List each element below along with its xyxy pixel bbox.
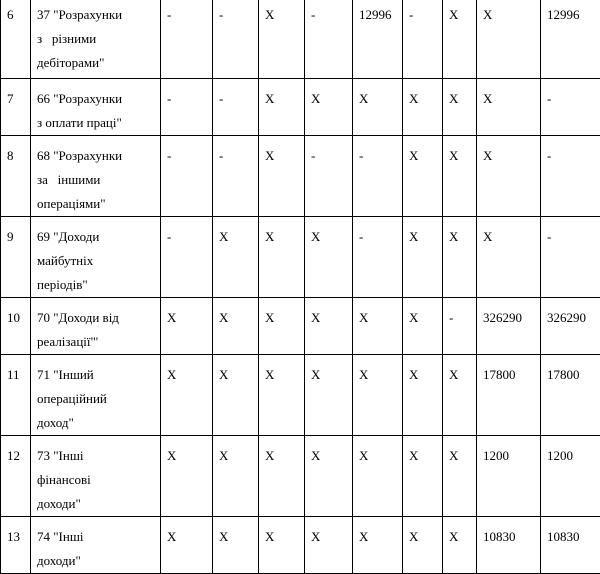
value-cell-3: X — [259, 217, 305, 298]
account-name-line: 69 "Доходи — [37, 225, 158, 249]
value-cell-5: - — [353, 136, 403, 217]
value-cell-3: X — [259, 517, 305, 574]
value-cell-7: X — [443, 517, 477, 574]
row-number-cell: 8 — [1, 136, 31, 217]
table-row — [1, 517, 600, 574]
value-cell-1: - — [161, 79, 213, 136]
table-row — [1, 79, 600, 136]
value-cell-1: X — [161, 517, 213, 574]
account-name-cell — [31, 0, 161, 79]
table-row — [1, 217, 600, 298]
value-cell-9: - — [541, 79, 600, 136]
value-cell-4: X — [305, 436, 353, 517]
value-cell-3: X — [259, 0, 305, 79]
value-cell-7: X — [443, 136, 477, 217]
value-cell-2: - — [213, 0, 259, 79]
account-name-line: 37 "Розрахунки — [37, 3, 158, 27]
table-row — [1, 436, 600, 517]
account-name-line: реалізації"' — [37, 330, 158, 354]
value-cell-6: X — [403, 79, 443, 136]
account-name-line: 74 "Інші — [37, 525, 158, 549]
value-cell-1: X — [161, 298, 213, 355]
row-number-cell: 13 — [1, 517, 31, 574]
account-name-line: 73 "Інші — [37, 444, 158, 468]
value-cell-8: 17800 — [477, 355, 541, 436]
value-cell-7: X — [443, 79, 477, 136]
value-cell-3: X — [259, 79, 305, 136]
account-name-line: доходи" — [37, 549, 158, 573]
value-cell-2: X — [213, 517, 259, 574]
table-row — [1, 298, 600, 355]
value-cell-6: X — [403, 298, 443, 355]
value-cell-3: X — [259, 136, 305, 217]
value-cell-5: X — [353, 355, 403, 436]
value-cell-8: X — [477, 79, 541, 136]
table-row — [1, 136, 600, 217]
account-name-line: 66 "Розрахунки — [37, 87, 158, 111]
value-cell-9: 17800 — [541, 355, 600, 436]
value-cell-8: 326290 — [477, 298, 541, 355]
value-cell-4: X — [305, 79, 353, 136]
account-name-line: операціями" — [37, 192, 158, 216]
value-cell-3: X — [259, 355, 305, 436]
row-number-cell: 10 — [1, 298, 31, 355]
value-cell-6: - — [403, 0, 443, 79]
value-cell-5: - — [353, 217, 403, 298]
account-name-line: 70 "Доходи від — [37, 306, 158, 330]
value-cell-1: X — [161, 355, 213, 436]
value-cell-9: - — [541, 136, 600, 217]
value-cell-6: X — [403, 355, 443, 436]
account-name-line: за іншими — [37, 168, 158, 192]
value-cell-1: - — [161, 136, 213, 217]
row-number-cell: 7 — [1, 79, 31, 136]
row-number-cell: 9 — [1, 217, 31, 298]
value-cell-5: X — [353, 298, 403, 355]
value-cell-4: X — [305, 217, 353, 298]
value-cell-5: X — [353, 436, 403, 517]
value-cell-9: 1200 — [541, 436, 600, 517]
value-cell-6: X — [403, 436, 443, 517]
value-cell-9: 12996 — [541, 0, 600, 79]
account-name-cell — [31, 355, 161, 436]
value-cell-1: - — [161, 217, 213, 298]
value-cell-5: 12996 — [353, 0, 403, 79]
value-cell-6: X — [403, 517, 443, 574]
account-name-cell — [31, 436, 161, 517]
value-cell-7: X — [443, 217, 477, 298]
value-cell-2: X — [213, 298, 259, 355]
account-name-line: фінансові — [37, 468, 158, 492]
value-cell-1: - — [161, 0, 213, 79]
table-body — [1, 0, 600, 574]
value-cell-9: - — [541, 217, 600, 298]
row-number-cell: 6 — [1, 0, 31, 79]
value-cell-9: 10830 — [541, 517, 600, 574]
account-name-cell — [31, 298, 161, 355]
row-number-cell: 12 — [1, 436, 31, 517]
value-cell-4: X — [305, 517, 353, 574]
account-name-line: майбутніх — [37, 249, 158, 273]
value-cell-8: X — [477, 136, 541, 217]
value-cell-7: X — [443, 436, 477, 517]
value-cell-8: X — [477, 0, 541, 79]
value-cell-5: X — [353, 517, 403, 574]
account-name-cell — [31, 217, 161, 298]
value-cell-3: X — [259, 298, 305, 355]
account-name-line: дебіторами" — [37, 51, 158, 75]
value-cell-9: 326290 — [541, 298, 600, 355]
value-cell-2: X — [213, 355, 259, 436]
value-cell-4: X — [305, 298, 353, 355]
row-number-cell: 11 — [1, 355, 31, 436]
account-name-line: 68 "Розрахунки — [37, 144, 158, 168]
value-cell-1: X — [161, 436, 213, 517]
account-name-cell — [31, 79, 161, 136]
account-name-cell — [31, 136, 161, 217]
account-name-line: 71 "Інший — [37, 363, 158, 387]
value-cell-2: - — [213, 79, 259, 136]
account-name-line: періодів" — [37, 273, 158, 297]
account-name-line: доход" — [37, 411, 158, 435]
value-cell-3: X — [259, 436, 305, 517]
value-cell-4: X — [305, 355, 353, 436]
value-cell-4: - — [305, 136, 353, 217]
value-cell-2: - — [213, 136, 259, 217]
value-cell-8: X — [477, 217, 541, 298]
account-name-line: з різними — [37, 27, 158, 51]
account-name-cell — [31, 517, 161, 574]
table-row — [1, 0, 600, 79]
value-cell-6: X — [403, 217, 443, 298]
value-cell-4: - — [305, 0, 353, 79]
account-name-line: операційний — [37, 387, 158, 411]
table-row — [1, 355, 600, 436]
value-cell-8: 10830 — [477, 517, 541, 574]
value-cell-7: - — [443, 298, 477, 355]
value-cell-8: 1200 — [477, 436, 541, 517]
value-cell-2: X — [213, 217, 259, 298]
account-name-line: з оплати праці" — [37, 111, 158, 135]
value-cell-5: X — [353, 79, 403, 136]
value-cell-6: X — [403, 136, 443, 217]
value-cell-7: X — [443, 0, 477, 79]
value-cell-7: X — [443, 355, 477, 436]
account-name-line: доходи" — [37, 492, 158, 516]
value-cell-2: X — [213, 436, 259, 517]
